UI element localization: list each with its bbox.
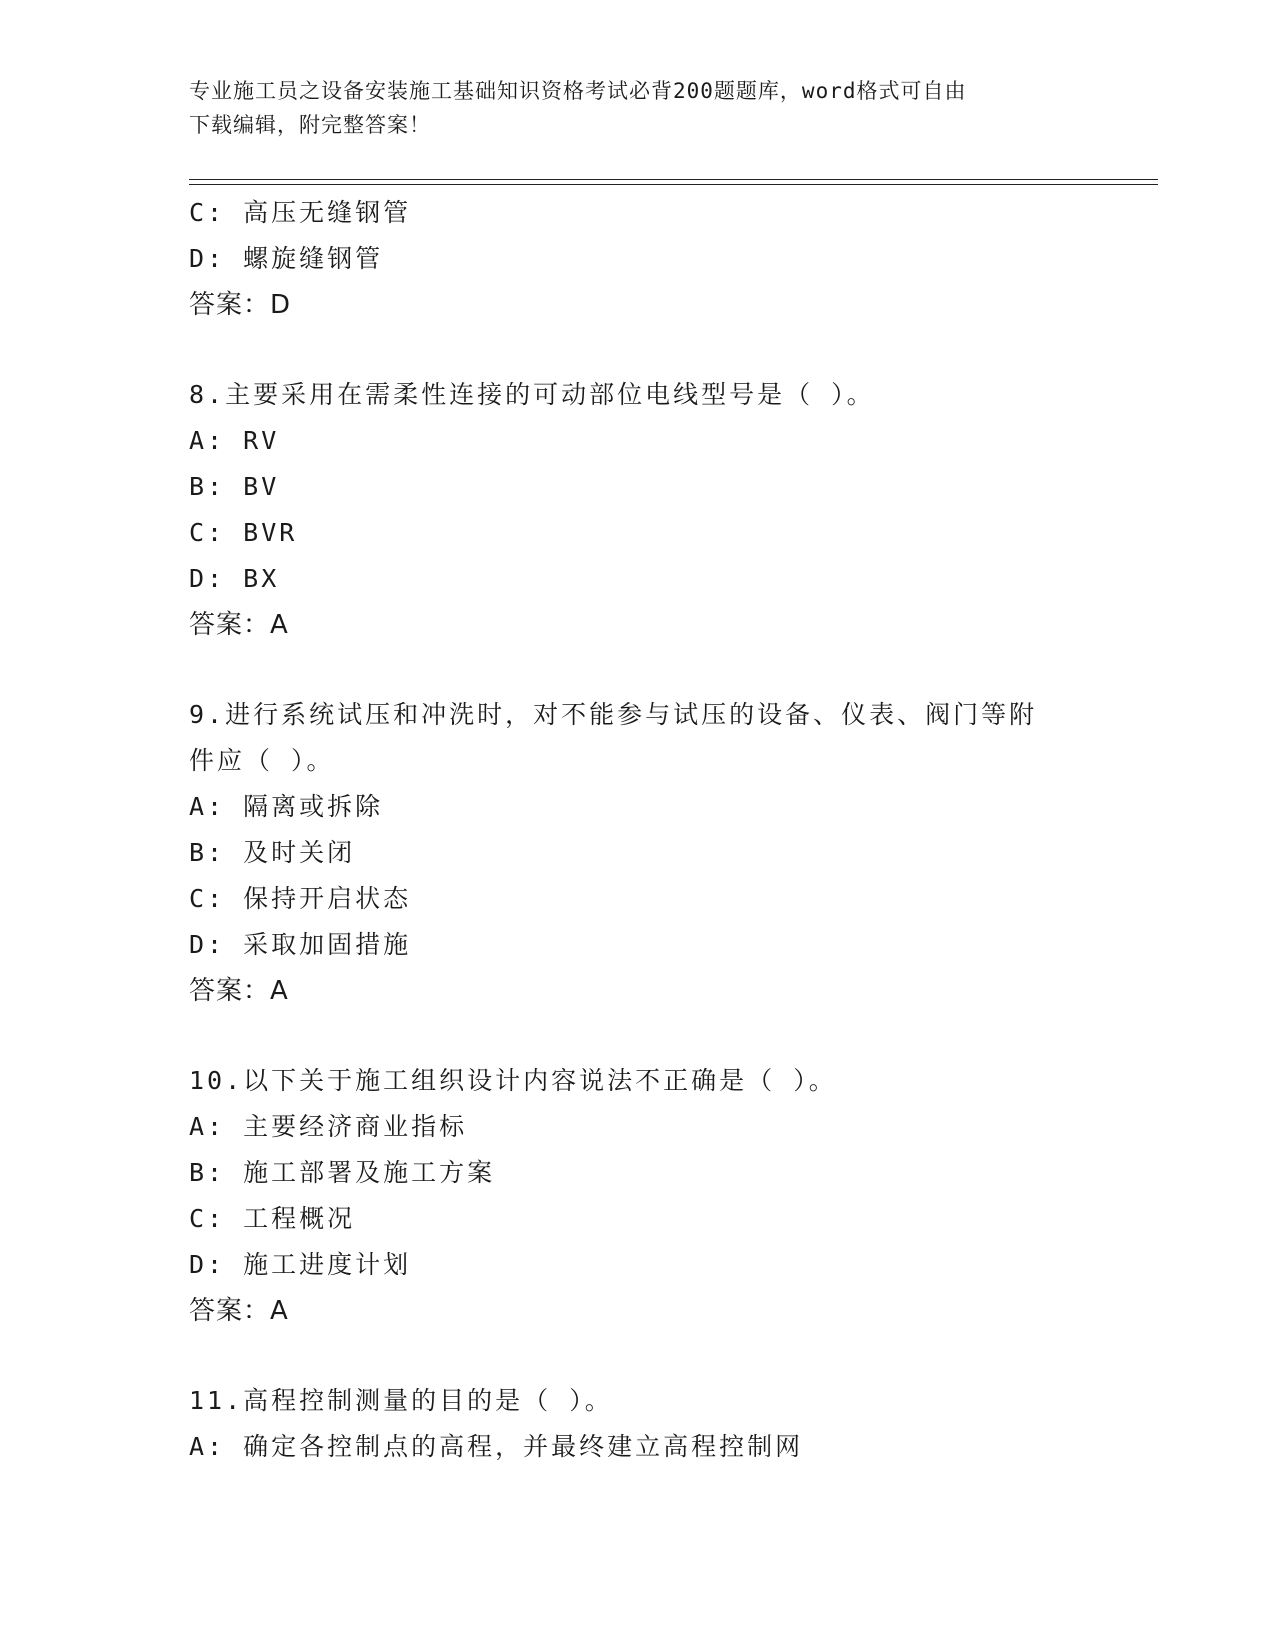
option-text: 施工部署及施工方案 [243,1158,496,1187]
option-letter: A: [189,426,226,455]
option-text: 及时关闭 [243,838,356,867]
option-text: RV [243,426,280,455]
question-text: 11.高程控制测量的目的是（ ）。 [189,1386,613,1415]
option-b [189,1150,1089,1196]
option-letter: D: [189,1250,226,1279]
option-letter: C: [189,198,226,227]
option-a [189,1104,1089,1150]
answer-line: 答案：D [189,290,292,320]
option-letter: A: [189,792,226,821]
header-line-1: 专业施工员之设备安装施工基础知识资格考试必背200题题库，word格式可自由 [189,79,967,103]
option-text: 采取加固措施 [243,930,412,959]
option-text: 高压无缝钢管 [243,198,412,227]
option-a [189,784,1089,830]
option-text: 施工进度计划 [243,1250,412,1279]
answer-line: 答案：A [189,1296,289,1326]
option-d [189,1242,1089,1288]
option-text: BVR [243,518,298,547]
option-letter: D: [189,564,226,593]
option-text: BV [243,472,280,501]
question-text-line-2: 件应（ ）。 [189,746,335,775]
spacer [189,1014,1089,1058]
option-text: 工程概况 [243,1204,356,1233]
option-letter: D: [189,930,226,959]
option-letter: A: [189,1112,226,1141]
option-letter: C: [189,1204,226,1233]
header-line-2: 下载编辑，附完整答案！ [189,113,431,137]
question-block-8 [189,372,1089,648]
question-block-prev [189,190,1089,328]
option-text: BX [243,564,280,593]
spacer [189,1334,1089,1378]
answer-line: 答案：A [189,610,289,640]
option-c [189,1196,1089,1242]
question-text-line-1: 9.进行系统试压和冲洗时，对不能参与试压的设备、仪表、阀门等附 [189,700,1038,729]
option-b [189,464,1089,510]
option-letter: B: [189,1158,226,1187]
question-block-11 [189,1378,1089,1470]
option-d [189,556,1089,602]
question-list [189,190,1089,1470]
header-divider-top [189,179,1158,180]
option-a [189,418,1089,464]
question-text: 10.以下关于施工组织设计内容说法不正确是（ ）。 [189,1066,837,1095]
option-c [189,510,1089,556]
option-b [189,830,1089,876]
option-letter: B: [189,472,226,501]
option-d [189,236,1089,282]
option-letter: D: [189,244,226,273]
question-block-9 [189,692,1089,1014]
option-text: 确定各控制点的高程，并最终建立高程控制网 [243,1432,804,1461]
option-letter: A: [189,1432,226,1461]
option-a [189,1424,1089,1470]
document-header [189,74,1079,142]
option-text: 保持开启状态 [243,884,412,913]
question-text: 8.主要采用在需柔性连接的可动部位电线型号是（ ）。 [189,380,875,409]
option-c [189,190,1089,236]
header-divider-bottom [189,184,1158,185]
option-d [189,922,1089,968]
option-text: 主要经济商业指标 [243,1112,468,1141]
option-letter: C: [189,884,226,913]
question-block-10 [189,1058,1089,1334]
answer-line: 答案：A [189,976,289,1006]
option-text: 隔离或拆除 [243,792,384,821]
option-c [189,876,1089,922]
option-text: 螺旋缝钢管 [243,244,384,273]
option-letter: C: [189,518,226,547]
spacer [189,648,1089,692]
spacer [189,328,1089,372]
option-letter: B: [189,838,226,867]
